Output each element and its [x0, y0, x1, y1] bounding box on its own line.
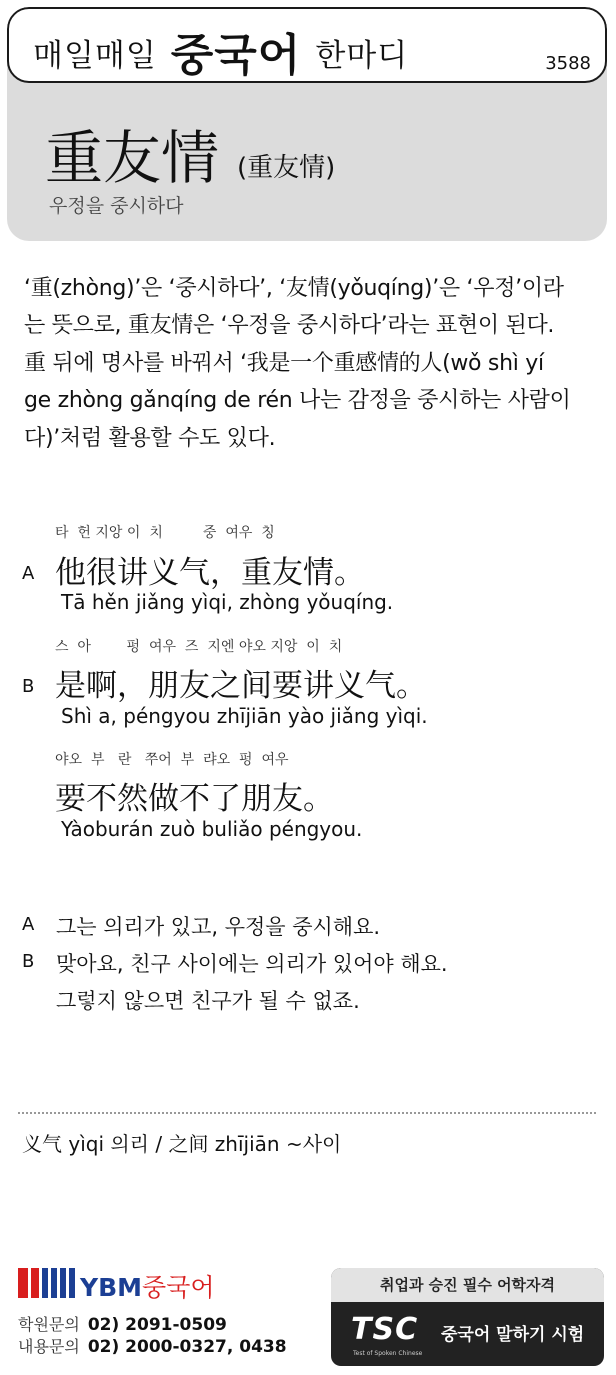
speaker-label: B [22, 951, 35, 972]
korean-pronunciation: 타 헌 지앙 이 치 중 여우 칭 [55, 525, 275, 541]
pinyin-line: Yàoburán zuò buliǎo péngyou. [61, 817, 363, 841]
translation-text: 그렇지 않으면 친구가 될 수 없죠. [56, 989, 360, 1013]
headword-traditional: (重友情) [237, 153, 336, 183]
ybm-brand-en: YBM [80, 1273, 143, 1302]
contact-number: 02) 2091-0509 [87, 1315, 227, 1335]
series-title-post: 한마디 [315, 38, 409, 74]
contact-academy [18, 1312, 227, 1335]
speaker-label: A [22, 914, 35, 935]
translation-text: 그는 의리가 있고, 우정을 중시해요. [56, 915, 381, 939]
explanation-line: 는 뜻으로, 重友情은 ‘우정을 중시하다’라는 표현이 된다. [24, 313, 555, 339]
tsc-logo: TSC [351, 1312, 419, 1347]
explanation-line: 重 뒤에 명사를 바꿔서 ‘我是一个重感情的人(wǒ shì yí [24, 350, 544, 376]
tsc-test-name: 중국어 말하기 시험 [441, 1325, 585, 1345]
contact-number: 02) 2000-0327, 0438 [87, 1337, 287, 1357]
explanation-paragraph [24, 270, 599, 457]
explanation-line: 다)’처럼 활용할 수도 있다. [24, 425, 276, 451]
headword: 重友情 [45, 124, 220, 192]
series-title [33, 19, 408, 83]
dotted-divider [18, 1112, 596, 1114]
contact-content [18, 1334, 287, 1357]
episode-number: 3588 [545, 53, 591, 74]
speaker-label: B [22, 676, 35, 697]
tsc-ad-banner [331, 1268, 604, 1366]
ybm-brand [80, 1268, 215, 1304]
headword-meaning: 우정을 중시하다 [49, 195, 184, 217]
explanation-line: ge zhòng gǎnqíng de rén 나는 감정을 중시하는 사람이 [24, 388, 571, 414]
korean-pronunciation: 야오 부 란 쭈어 부 랴오 펑 여우 [55, 752, 289, 768]
series-title-pre: 매일매일 [33, 38, 157, 74]
tsc-logo-subtitle: Test of Spoken Chinese [353, 1350, 423, 1357]
series-title-main: 중국어 [170, 30, 302, 81]
ybm-contact-block [18, 1268, 318, 1368]
chinese-sentence: 要不然做不了朋友。 [55, 781, 334, 817]
contact-label: 학원문의 [18, 1315, 80, 1334]
pinyin-line: Shì a, péngyou zhījiān yào jiǎng yìqi. [61, 704, 428, 728]
series-title-bar [7, 7, 607, 83]
vocabulary-note: 义气 yìqi 의리 / 之间 zhījiān ~사이 [22, 1132, 342, 1156]
chinese-sentence: 他很讲义气，重友情。 [55, 555, 365, 591]
ybm-brand-ko: 중국어 [142, 1273, 215, 1302]
header-card [7, 7, 607, 241]
contact-label: 내용문의 [18, 1337, 80, 1356]
explanation-line: ‘重(zhòng)’은 ‘중시하다’, ‘友情(yǒuqíng)’은 ‘우정’이라 [24, 276, 564, 301]
chinese-sentence: 是啊，朋友之间要讲义气。 [55, 668, 427, 704]
korean-pronunciation: 스 아 펑 여우 즈 지엔 야오 지앙 이 치 [55, 639, 343, 655]
translation-text: 맞아요, 친구 사이에는 의리가 있어야 해요. [56, 952, 448, 976]
tsc-tagline: 취업과 승진 필수 어학자격 [331, 1268, 604, 1302]
speaker-label: A [22, 563, 35, 584]
pinyin-line: Tā hěn jiǎng yìqi, zhòng yǒuqíng. [61, 590, 394, 614]
